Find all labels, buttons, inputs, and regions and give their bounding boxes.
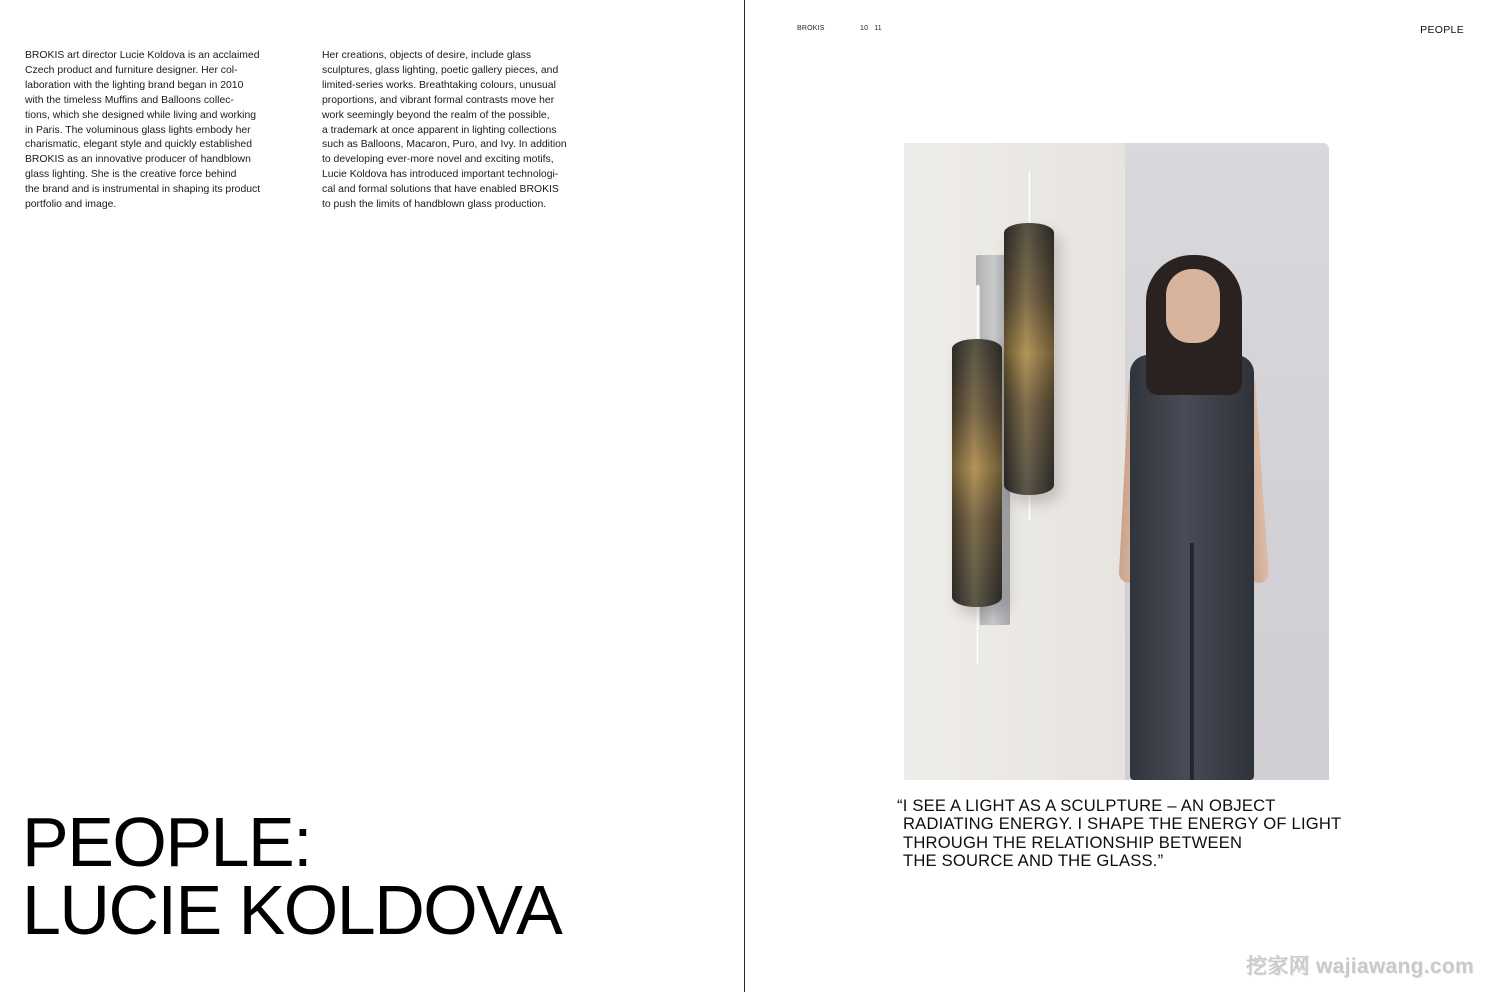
page-gutter-divider	[744, 0, 745, 992]
text-line: Lucie Koldova has introduced important technologi-	[322, 169, 559, 181]
intro-text-column-2	[322, 49, 602, 213]
page-numbers	[860, 25, 888, 32]
text-line: BROKIS art director Lucie Koldova is an acclaimed	[25, 50, 260, 61]
watermark: 挖家网 wajiawang.com	[1246, 955, 1474, 978]
quote-line: THROUGH THE RELATIONSHIP BETWEEN	[903, 832, 1243, 852]
quote-line: “I SEE A LIGHT AS A SCULPTURE – AN OBJECT	[897, 796, 1276, 815]
text-line: to developing ever-more novel and exciting motifs,	[322, 154, 554, 166]
page-number-right: 11	[874, 25, 882, 32]
intro-text-column-1	[25, 49, 305, 213]
text-line: BROKIS as an innovative producer of handblown	[25, 154, 251, 166]
text-line: portfolio and image.	[25, 199, 117, 211]
text-line: proportions, and vibrant formal contrasts move her	[322, 94, 555, 106]
portrait-photo	[904, 143, 1329, 780]
text-line: sculptures, glass lighting, poetic gallery pieces, and	[322, 64, 559, 76]
text-line: cal and formal solutions that have enabled BROKIS	[322, 184, 559, 196]
text-line: work seemingly beyond the realm of the possible,	[322, 109, 550, 121]
text-line: Czech product and furniture designer. Her col-	[25, 64, 238, 76]
text-line: in Paris. The voluminous glass lights embody her	[25, 124, 251, 136]
page-number-left: 10	[860, 25, 869, 32]
text-line: to push the limits of handblown glass production.	[322, 199, 547, 211]
text-line: charismatic, elegant style and quickly established	[25, 139, 252, 151]
text-line: laboration with the lighting brand began in 2010	[25, 79, 244, 91]
text-line: glass lighting. She is the creative force behind	[25, 169, 237, 181]
figure-leg-seam	[1190, 543, 1194, 780]
page-title	[22, 803, 562, 949]
quote-line: THE SOURCE AND THE GLASS.”	[903, 851, 1164, 871]
lamp-tube-upper	[1004, 223, 1054, 495]
text-line: with the timeless Muffins and Balloons collec-	[25, 94, 234, 106]
running-head: BROKIS	[797, 25, 825, 32]
lamp-tube-lower	[952, 339, 1002, 607]
text-line: such as Balloons, Macaron, Puro, and Ivy. In addition	[322, 139, 567, 151]
text-line: the brand and is instrumental in shaping its product	[25, 184, 261, 196]
section-label: PEOPLE	[1420, 24, 1464, 36]
text-line: a trademark at once apparent in lighting collections	[322, 124, 557, 136]
title-line-1: PEOPLE:	[22, 803, 312, 881]
quote-line: RADIATING ENERGY. I SHAPE THE ENERGY OF LIGHT	[903, 814, 1342, 834]
text-line: limited-series works. Breathtaking colours, unusual	[322, 79, 556, 91]
pull-quote	[897, 797, 1341, 871]
text-line: Her creations, objects of desire, include glass	[322, 50, 532, 61]
figure-face	[1166, 269, 1220, 343]
title-line-2: LUCIE KOLDOVA	[22, 871, 562, 949]
text-line: tions, which she designed while living and working	[25, 109, 257, 121]
